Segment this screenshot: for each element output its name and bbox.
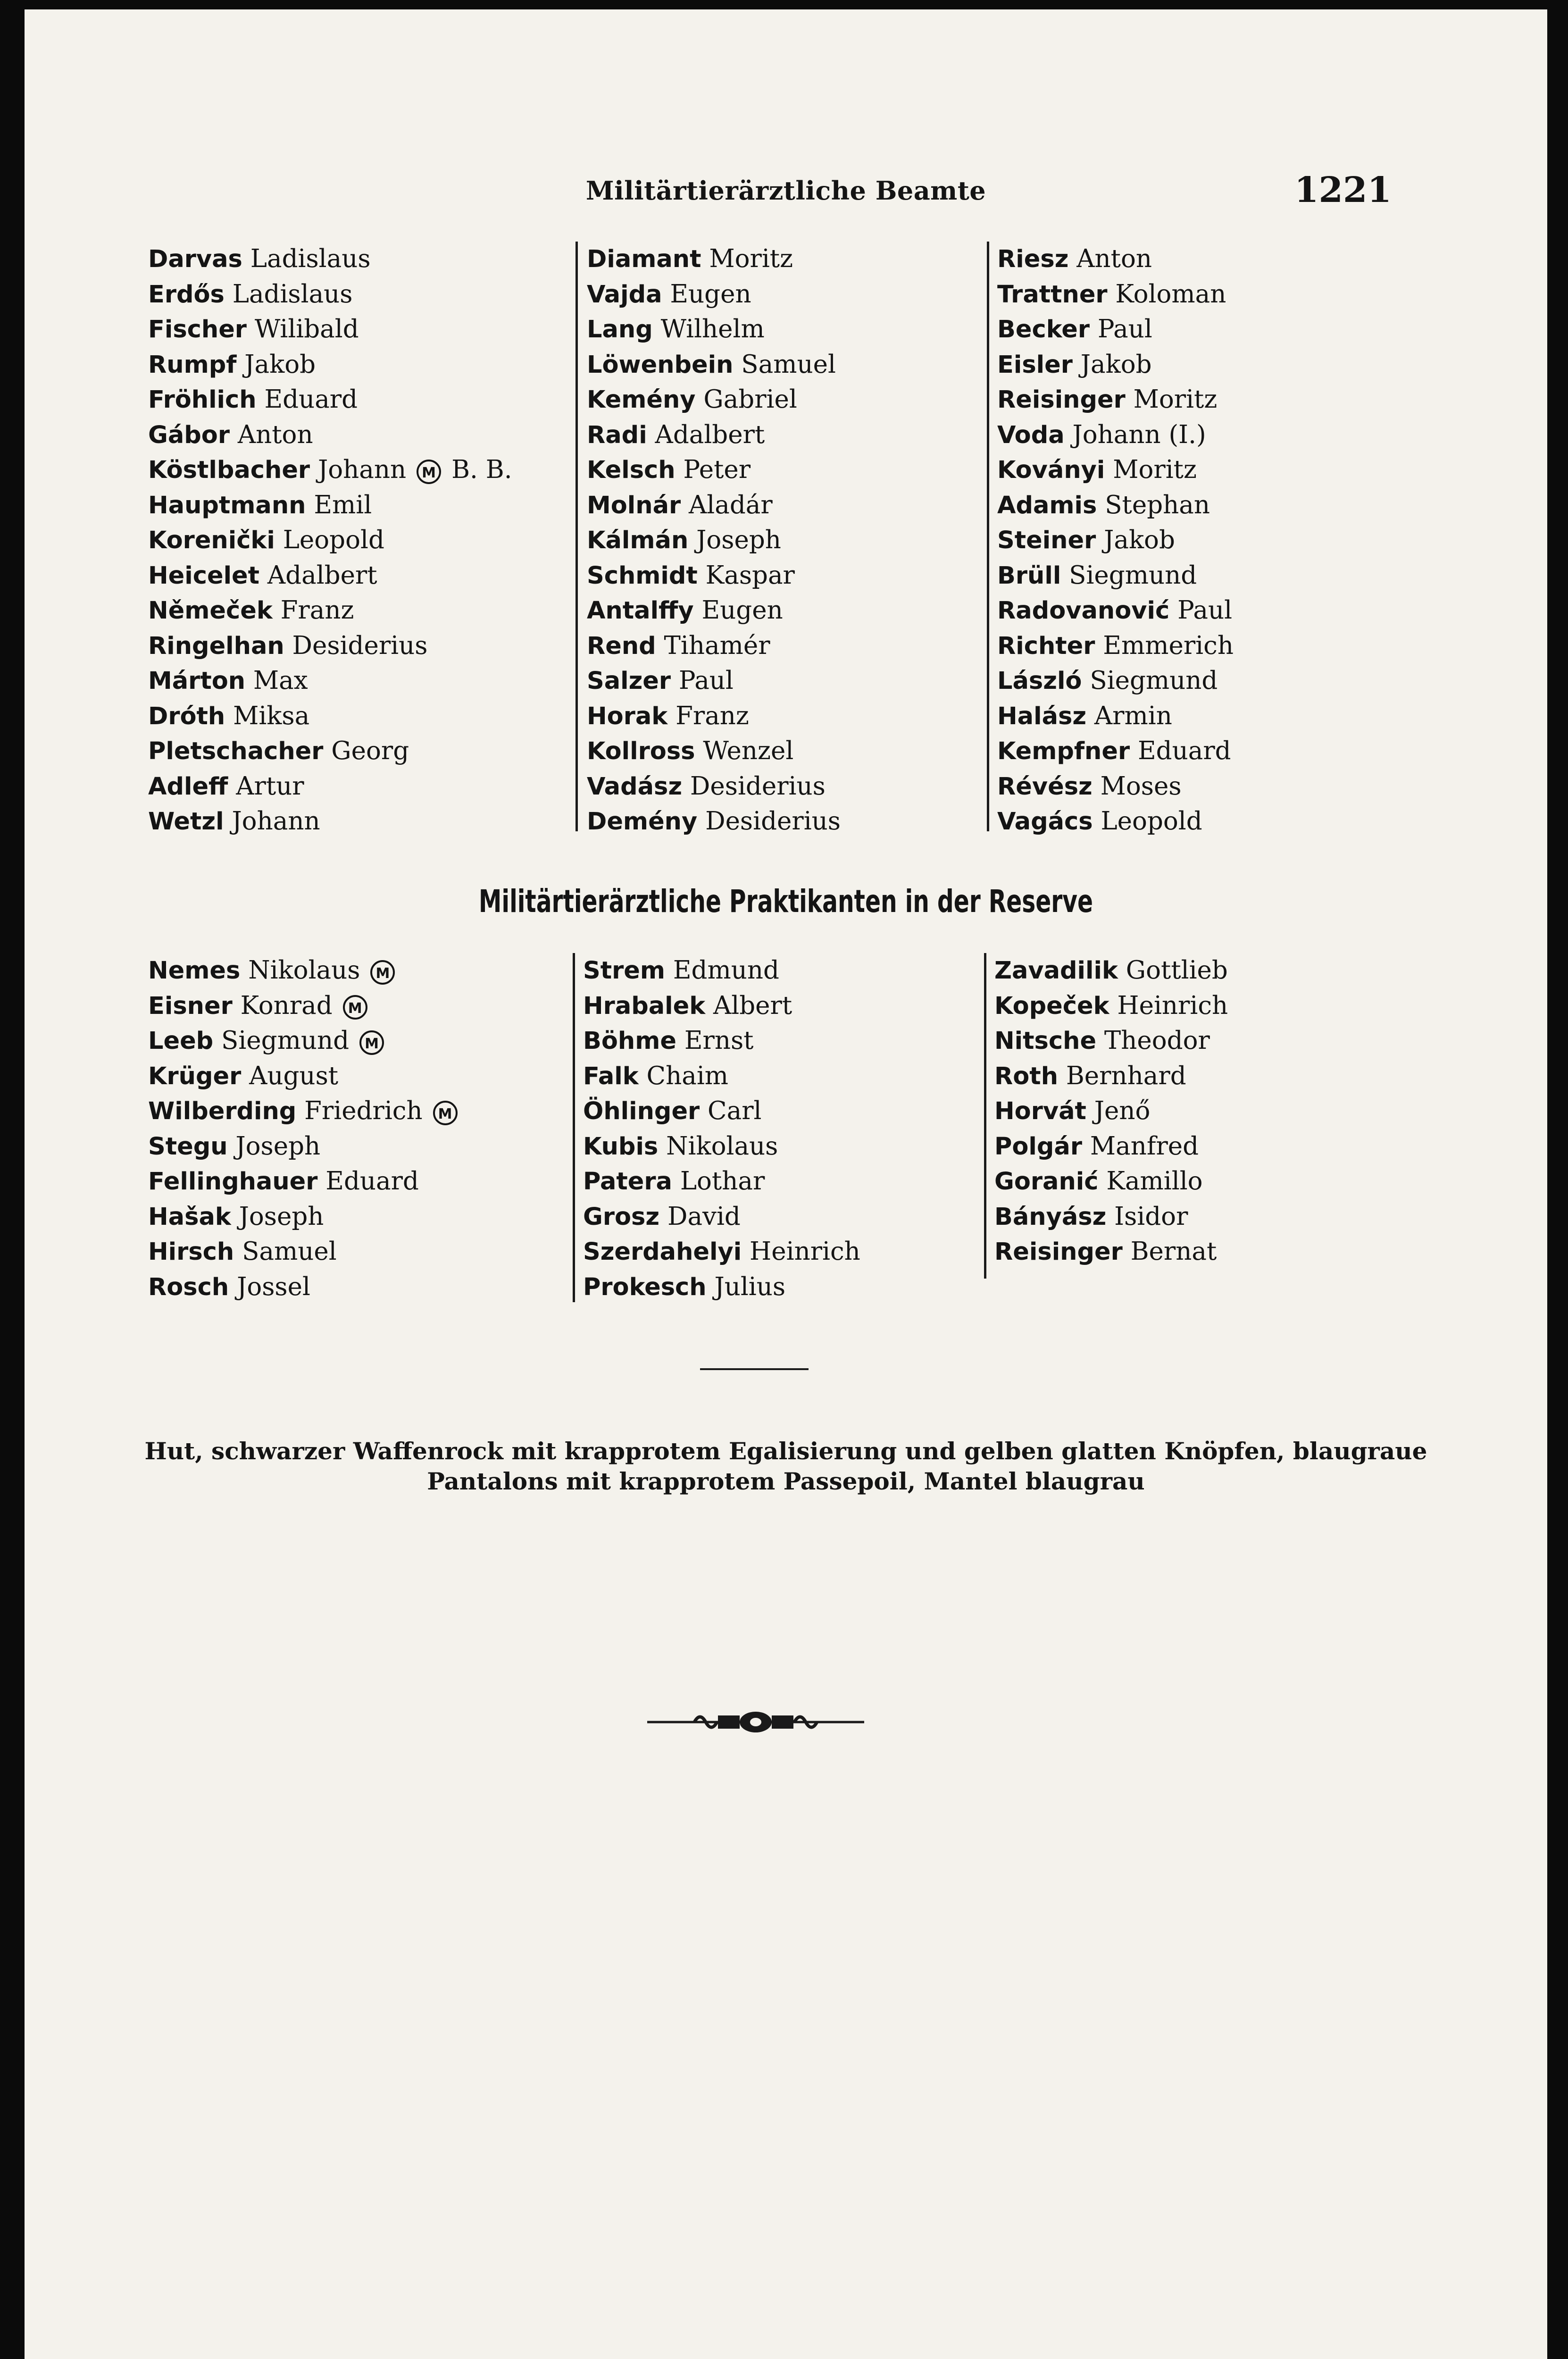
uniform-line-1: Hut, schwarzer Waffenrock mit krapprotem Egalisierung und gelben glatten Knöpfen, blaugraue (144, 1437, 1427, 1465)
given-name: Paul (678, 666, 734, 695)
given-name: Siegmund (1090, 666, 1218, 695)
surname: Radi (587, 421, 647, 449)
surname: Steiner (997, 527, 1096, 554)
given-name: Ladislaus (250, 244, 371, 273)
given-name: Peter (683, 455, 751, 484)
given-name: Julius (714, 1272, 786, 1301)
given-name: Eduard (264, 385, 358, 414)
surname: Nitsche (994, 1027, 1097, 1055)
name-entry (148, 988, 458, 1024)
name-entry (997, 242, 1234, 277)
page-header-title: Militärtierärztliche Beamte (585, 176, 986, 206)
name-entry (148, 347, 512, 383)
name-entry (583, 1164, 860, 1199)
given-name: Tihamér (664, 631, 770, 660)
surname: Falk (583, 1062, 639, 1090)
surname: Horak (587, 702, 668, 730)
name-entry (997, 558, 1234, 594)
given-name: Jossel (237, 1272, 310, 1301)
surname: Reisinger (997, 386, 1126, 414)
name-entry (587, 628, 841, 664)
surname: Erdős (148, 280, 225, 309)
name-entry (587, 663, 841, 699)
given-name: Samuel (242, 1237, 337, 1266)
name-entry (587, 699, 841, 734)
name-entry (148, 1059, 458, 1094)
surname: Goranić (994, 1168, 1099, 1196)
surname: Rosch (148, 1273, 229, 1301)
name-entry (587, 452, 841, 488)
name-entry (997, 663, 1234, 699)
name-entry (148, 593, 512, 628)
given-name: Desiderius (690, 771, 826, 801)
given-name: Friedrich (304, 1096, 423, 1125)
name-entry (148, 734, 512, 769)
surname: Gábor (148, 421, 230, 449)
given-name: Moritz (1133, 385, 1218, 414)
name-entry (148, 1094, 458, 1129)
name-entry (148, 277, 512, 312)
given-name: Armin (1094, 701, 1172, 730)
given-name: Kaspar (705, 560, 795, 590)
surname: Fröhlich (148, 386, 257, 414)
name-entry (583, 1129, 860, 1164)
surname: Horvát (994, 1097, 1086, 1125)
given-name: Leopold (1101, 807, 1202, 836)
given-name: Johann (I.) (1072, 420, 1206, 449)
surname: Kelsch (587, 456, 676, 484)
name-entry (148, 1164, 458, 1199)
surname: Leeb (148, 1027, 214, 1055)
given-name: Georg (331, 736, 409, 765)
name-entry (587, 242, 841, 277)
surname: Böhme (583, 1027, 676, 1055)
given-name: Lothar (680, 1167, 765, 1196)
given-name: Gottlieb (1126, 956, 1228, 985)
given-name: Samuel (741, 350, 836, 379)
name-entry (148, 1234, 458, 1270)
given-name: Eugen (670, 279, 751, 309)
surname: Kemény (587, 386, 696, 414)
given-name: Wilhelm (660, 315, 765, 343)
name-entry (997, 523, 1234, 558)
name-entry (583, 1094, 860, 1129)
name-entry (997, 628, 1234, 664)
uniform-description (25, 1436, 1547, 1497)
name-entry (997, 347, 1234, 383)
surname: Vajda (587, 280, 662, 309)
surname: Öhlinger (583, 1097, 700, 1125)
given-name: Carl (708, 1096, 762, 1125)
surname: Pletschacher (148, 737, 324, 765)
name-entry (997, 593, 1234, 628)
given-name: Isidor (1114, 1202, 1188, 1231)
given-name: Heinrich (1117, 991, 1228, 1020)
surname: Fischer (148, 316, 247, 343)
name-entry (148, 523, 512, 558)
name-entry (583, 1234, 860, 1270)
given-name: Manfred (1090, 1131, 1199, 1161)
given-name: Heinrich (750, 1237, 860, 1266)
name-entry (148, 382, 512, 418)
surname: Krüger (148, 1062, 242, 1090)
given-name: Jenő (1094, 1096, 1151, 1125)
surname: Roth (994, 1062, 1058, 1090)
given-name: August (249, 1061, 339, 1090)
given-name: Eduard (1137, 736, 1231, 765)
given-name: Chaim (646, 1061, 729, 1090)
given-name: David (667, 1202, 741, 1231)
name-entry (148, 452, 512, 488)
surname: Adamis (997, 491, 1097, 519)
surname: Hirsch (148, 1238, 234, 1266)
name-entry (997, 734, 1234, 769)
surname: Kollross (587, 737, 695, 765)
name-entry (587, 277, 841, 312)
surname: Rumpf (148, 351, 237, 379)
name-entry (148, 663, 512, 699)
name-entry (587, 347, 841, 383)
name-entry (587, 523, 841, 558)
column-divider (984, 953, 986, 1279)
reserve-section-heading: Militärtierärztliche Praktikanten in der Reserve (478, 883, 1093, 920)
uniform-line-2: Pantalons mit krapprotem Passepoil, Mantel blaugrau (427, 1467, 1145, 1495)
given-name: Gabriel (703, 385, 797, 414)
surname: Szerdahelyi (583, 1238, 742, 1266)
surname: Dróth (148, 702, 225, 730)
given-name: Kamillo (1106, 1167, 1203, 1196)
surname: Hrabalek (583, 992, 706, 1020)
name-entry (583, 1199, 860, 1235)
name-entry (583, 1059, 860, 1094)
name-entry (994, 1234, 1228, 1270)
given-name: Joseph (239, 1202, 324, 1231)
reserve-column-1 (148, 953, 458, 1305)
name-entry (997, 699, 1234, 734)
given-name: Stephan (1105, 490, 1210, 519)
section-divider-rule (700, 1368, 809, 1370)
surname: Prokesch (583, 1273, 707, 1301)
beamte-column-3 (997, 242, 1234, 839)
name-entry (148, 1199, 458, 1235)
reserve-column-3 (994, 953, 1228, 1270)
name-entry (148, 1129, 458, 1164)
surname: Brüll (997, 561, 1061, 590)
name-entry (583, 1023, 860, 1059)
surname: Eisner (148, 992, 233, 1020)
given-name: Bernhard (1066, 1061, 1186, 1090)
given-name: Jakob (244, 350, 316, 379)
given-name: Adalbert (655, 420, 765, 449)
surname: Koványi (997, 456, 1105, 484)
name-entry (148, 1270, 458, 1305)
given-name: Jakob (1104, 526, 1175, 554)
name-entry (587, 769, 841, 804)
name-entry (994, 953, 1228, 988)
surname: Patera (583, 1168, 672, 1196)
surname: Hašak (148, 1203, 231, 1231)
surname: Eisler (997, 351, 1073, 379)
surname: Wetzl (148, 808, 224, 836)
ornament-fleuron-icon (647, 1703, 864, 1741)
given-name: Nikolaus (666, 1131, 778, 1161)
surname: Molnár (587, 491, 681, 519)
surname: László (997, 667, 1082, 695)
name-entry (994, 1023, 1228, 1059)
surname: Kempfner (997, 737, 1130, 765)
given-name: Ladislaus (232, 279, 353, 309)
surname: Adleff (148, 772, 228, 801)
given-name: Theodor (1104, 1026, 1210, 1055)
name-entry (997, 769, 1234, 804)
surname: Trattner (997, 280, 1108, 309)
military-merit-mark-icon: M (343, 995, 367, 1020)
name-entry (148, 418, 512, 453)
name-entry (997, 418, 1234, 453)
surname: Bányász (994, 1203, 1107, 1231)
given-name: Joseph (235, 1131, 321, 1161)
surname: Heicelet (148, 561, 260, 590)
name-entry (994, 1129, 1228, 1164)
surname: Demény (587, 808, 698, 836)
given-name: Eugen (701, 596, 783, 625)
name-entry (583, 1270, 860, 1305)
surname: Hauptmann (148, 491, 306, 519)
name-entry (997, 488, 1234, 523)
surname: Polgár (994, 1132, 1082, 1161)
name-entry (583, 988, 860, 1024)
surname: Voda (997, 421, 1065, 449)
surname: Kálmán (587, 527, 689, 554)
surname: Strem (583, 957, 665, 985)
given-name: Nikolaus (248, 956, 360, 985)
name-entry (997, 452, 1234, 488)
name-entry (997, 277, 1234, 312)
given-name: Edmund (673, 956, 779, 985)
surname: Němeček (148, 597, 273, 625)
name-entry (148, 953, 458, 988)
page-number: 1221 (1294, 170, 1392, 210)
surname: Lang (587, 316, 653, 343)
surname: Zavadilik (994, 957, 1118, 985)
surname: Diamant (587, 245, 701, 273)
given-name: Desiderius (705, 807, 841, 836)
name-entry (997, 382, 1234, 418)
given-name: Emil (314, 490, 372, 519)
name-entry (148, 769, 512, 804)
surname: Kubis (583, 1132, 659, 1161)
military-merit-mark-icon: M (433, 1101, 458, 1125)
given-name: Eduard (325, 1167, 419, 1196)
given-name: Franz (280, 596, 354, 625)
name-entry (994, 1164, 1228, 1199)
surname: Nemes (148, 957, 241, 985)
name-entry (583, 953, 860, 988)
military-merit-mark-icon: M (417, 460, 441, 484)
name-entry (148, 699, 512, 734)
surname: Radovanović (997, 597, 1170, 625)
surname: Fellinghauer (148, 1168, 318, 1196)
given-name: Paul (1177, 596, 1233, 625)
surname: Richter (997, 632, 1095, 660)
name-entry (148, 804, 512, 839)
given-name: Moritz (709, 244, 793, 273)
name-entry (994, 988, 1228, 1024)
name-entry (997, 804, 1234, 839)
surname: Stegu (148, 1132, 228, 1161)
name-entry (587, 558, 841, 594)
surname: Grosz (583, 1203, 660, 1231)
given-name: Bernat (1130, 1237, 1217, 1266)
beamte-column-2 (587, 242, 841, 839)
name-entry (994, 1059, 1228, 1094)
reserve-column-2 (583, 953, 860, 1305)
given-name: Paul (1097, 315, 1152, 343)
given-name: Johann (317, 455, 407, 484)
surname: Rend (587, 632, 656, 660)
given-name: Konrad (240, 991, 333, 1020)
name-entry (148, 488, 512, 523)
surname: Ringelhan (148, 632, 284, 660)
given-name: Albert (713, 991, 792, 1020)
given-name: Adalbert (267, 560, 377, 590)
name-entry (148, 558, 512, 594)
military-merit-mark-icon: M (370, 960, 395, 985)
surname: Antalffy (587, 597, 694, 625)
name-entry (587, 593, 841, 628)
given-name: Wilibald (254, 315, 359, 343)
column-divider (987, 242, 989, 831)
given-name: Aladár (689, 490, 773, 519)
surname: Riesz (997, 245, 1069, 273)
given-name: Anton (237, 420, 313, 449)
name-entry (997, 312, 1234, 347)
given-name: Desiderius (292, 631, 428, 660)
given-name: Siegmund (1069, 560, 1197, 590)
surname: Köstlbacher (148, 456, 310, 484)
surname: Vadász (587, 772, 683, 801)
surname: Révész (997, 772, 1093, 801)
beamte-column-1 (148, 242, 512, 839)
name-entry (587, 418, 841, 453)
name-entry (148, 1023, 458, 1059)
surname: Darvas (148, 245, 242, 273)
surname: Reisinger (994, 1238, 1123, 1266)
name-entry (587, 312, 841, 347)
given-name: Emmerich (1103, 631, 1234, 660)
name-entry (148, 628, 512, 664)
given-name: Ernst (684, 1026, 754, 1055)
column-divider (575, 242, 578, 831)
given-name: Franz (676, 701, 749, 730)
given-name: Koloman (1115, 279, 1226, 309)
name-entry (587, 734, 841, 769)
given-name: Anton (1076, 244, 1152, 273)
military-merit-mark-icon: M (359, 1030, 384, 1055)
given-name: Miksa (233, 701, 310, 730)
given-name: Johann (232, 807, 320, 836)
given-name: Max (253, 666, 308, 695)
name-suffix: B. B. (451, 455, 512, 484)
given-name: Moses (1100, 771, 1182, 801)
given-name: Artur (236, 771, 304, 801)
surname: Salzer (587, 667, 671, 695)
name-entry (994, 1199, 1228, 1235)
given-name: Joseph (696, 526, 781, 554)
surname: Márton (148, 667, 246, 695)
name-entry (148, 242, 512, 277)
surname: Korenički (148, 527, 275, 554)
given-name: Jakob (1080, 350, 1152, 379)
given-name: Siegmund (221, 1026, 350, 1055)
given-name: Wenzel (703, 736, 794, 765)
name-entry (587, 488, 841, 523)
name-entry (994, 1094, 1228, 1129)
given-name: Moritz (1113, 455, 1197, 484)
surname: Löwenbein (587, 351, 734, 379)
surname: Schmidt (587, 561, 698, 590)
column-divider (573, 953, 575, 1302)
name-entry (587, 804, 841, 839)
given-name: Leopold (283, 526, 384, 554)
surname: Wilberding (148, 1097, 297, 1125)
document-page (25, 9, 1547, 2359)
surname: Vagács (997, 808, 1093, 836)
surname: Kopeček (994, 992, 1109, 1020)
surname: Becker (997, 316, 1090, 343)
name-entry (148, 312, 512, 347)
name-entry (587, 382, 841, 418)
surname: Halász (997, 702, 1087, 730)
